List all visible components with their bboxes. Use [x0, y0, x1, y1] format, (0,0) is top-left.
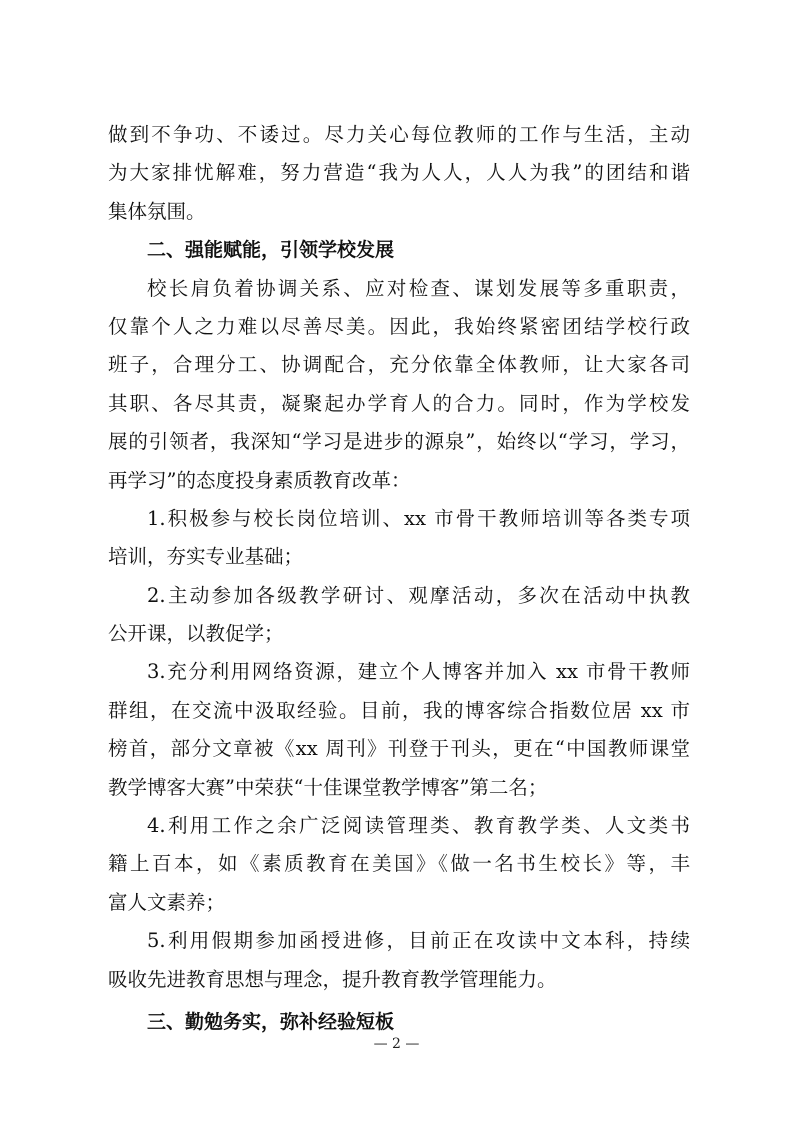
paragraph-leadership	[108, 270, 690, 500]
text-line: 群组，在交流中汲取经验。目前，我的博客综合指数位居 xx 市	[108, 698, 690, 722]
page-number: — 2 —	[373, 1036, 420, 1052]
document-body	[108, 116, 690, 1041]
text-line: 校长肩负着协调关系、应对检查、谋划发展等多重职责，	[147, 276, 690, 300]
text-line: 3.充分利用网络资源，建立个人博客并加入 xx 市骨干教师	[147, 660, 690, 684]
text-line: 4.利用工作之余广泛阅读管理类、教育教学类、人文类书	[147, 814, 690, 838]
text-line: 班子，合理分工、协调配合，充分依靠全体教师，让大家各司	[108, 353, 690, 377]
text-line: 吸收先进教育思想与理念，提升教育教学管理能力。	[108, 967, 557, 991]
text-line: 富人文素养；	[108, 890, 226, 914]
list-item-1	[108, 500, 690, 577]
section-heading-3: 三、勤勉务实，弥补经验短板	[147, 1010, 395, 1033]
text-line: 集体氛围。	[108, 199, 206, 223]
section-heading-2: 二、强能赋能，引领学校发展	[147, 239, 395, 262]
text-line: 籍上百本，如《素质教育在美国》《做一名书生校长》等，丰	[108, 852, 690, 876]
text-line: 5.利用假期参加函授进修，目前正在攻读中文本科，持续	[147, 929, 690, 953]
text-line: 1.积极参与校长岗位培训、xx 市骨干教师培训等各类专项	[147, 506, 690, 530]
paragraph-collaboration	[108, 116, 690, 231]
list-item-5	[108, 922, 690, 999]
text-line: 展的引领者，我深知“学习是进步的源泉”，始终以“学习，学习，	[108, 430, 690, 454]
list-item-4	[108, 807, 690, 922]
list-item-3	[108, 653, 690, 807]
text-line: 教学博客大赛”中荣获“十佳课堂教学博客”第二名；	[108, 775, 548, 799]
text-line: 再学习”的态度投身素质教育改革：	[108, 468, 411, 492]
text-line: 2.主动参加各级教学研讨、观摩活动，多次在活动中执教	[147, 583, 690, 607]
text-line: 其职、各尽其责，凝聚起办学育人的合力。同时，作为学校发	[108, 391, 690, 415]
text-line: 公开课，以教促学；	[108, 622, 284, 646]
text-line: 为大家排忧解难，努力营造“我为人人，人人为我”的团结和谐	[108, 161, 690, 185]
list-item-2	[108, 577, 690, 654]
text-line: 仅靠个人之力难以尽善尽美。因此，我始终紧密团结学校行政	[108, 314, 690, 338]
text-line: 培训，夯实专业基础；	[108, 545, 304, 569]
text-line: 榜首，部分文章被《xx 周刊》刊登于刊头，更在“中国教师课堂	[108, 737, 690, 761]
text-line: 做到不争功、不诿过。尽力关心每位教师的工作与生活，主动	[108, 123, 690, 146]
